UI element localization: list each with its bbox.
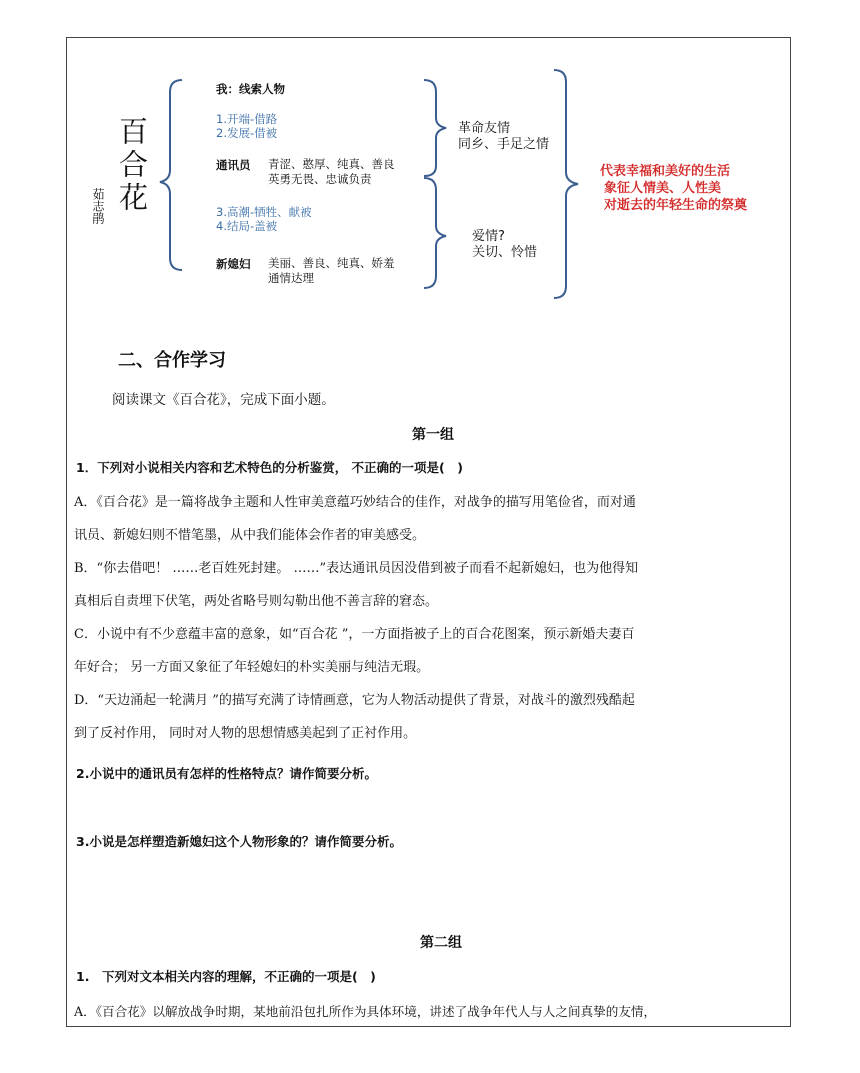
question-3: 3.小说是怎样塑造新媳妇这个人物形象的？请作简要分析。 bbox=[76, 834, 402, 849]
section-intro: 阅读课文《百合花》，完成下面小题。 bbox=[112, 392, 335, 408]
mindmap-bride-label: 新媳妇 bbox=[216, 257, 251, 271]
mindmap-rel2-a: 爱情? bbox=[472, 229, 505, 244]
mindmap-title: 百合花 bbox=[115, 116, 149, 215]
option-a-line-2: 讯员、新媳妇则不惜笔墨，从中我们能体会作者的审美感受。 bbox=[74, 528, 426, 543]
mindmap-me: 我：线索人物 bbox=[216, 82, 285, 96]
option-b-line-2: 真相后自责埋下伏笔，两处省略号则勾勒出他不善言辞的窘态。 bbox=[74, 594, 439, 609]
mindmap-author: 茹志鹃 bbox=[91, 188, 105, 224]
mindmap-theme-1: 代表幸福和美好的生活 bbox=[600, 164, 731, 179]
group-1-title: 第一组 bbox=[412, 427, 454, 443]
mindmap-rel2-b: 关切、怜惜 bbox=[472, 245, 538, 260]
group-2-title: 第二组 bbox=[420, 935, 462, 951]
mindmap-soldier-label: 通讯员 bbox=[216, 158, 251, 172]
mindmap-rel1-b: 同乡、手足之情 bbox=[458, 137, 550, 152]
option-c-line-2: 年好合； 另一方面又象征了年轻媳妇的朴实美丽与纯洁无瑕。 bbox=[74, 660, 430, 675]
mindmap-soldier-traits-1: 青涩、憨厚、纯真、善良 bbox=[268, 157, 395, 171]
group-2-question-1: 1. 下列对文本相关内容的理解，不正确的一项是( ) bbox=[76, 969, 376, 984]
option-c-line-1: C．小说中有不少意蕴丰富的意象，如“百合花 ”，一方面指被子上的百合花图案，预示新婚夫妻百 bbox=[74, 627, 635, 642]
mindmap-bride-traits-1: 美丽、善良、纯真、娇羞 bbox=[268, 256, 395, 270]
mindmap-plot-1: 1.开端-借路 bbox=[216, 112, 278, 126]
option-b-line-1: B．“你去借吧！ ……老百姓死封建。 ……”表达通讯员因没借到被子而看不起新媳妇，也为他得知 bbox=[74, 561, 639, 576]
option-d-line-1: D．“天边涌起一轮满月 ”的描写充满了诗情画意，它为人物活动提供了背景，对战斗的激烈残酷起 bbox=[74, 693, 635, 708]
mindmap-plot-3: 3.高潮-牺牲、献被 bbox=[216, 205, 312, 219]
mindmap-bride-traits-2: 通情达理 bbox=[268, 271, 314, 285]
mindmap-theme-2: 象征人情美、人性美 bbox=[604, 181, 722, 196]
mindmap-theme-3: 对逝去的年轻生命的祭奠 bbox=[604, 198, 748, 213]
mindmap-plot-4: 4.结局-盖被 bbox=[216, 219, 278, 233]
section-heading: 二、合作学习 bbox=[118, 350, 226, 371]
option-d-line-2: 到了反衬作用， 同时对人物的思想情感美起到了正衬作用。 bbox=[74, 726, 417, 741]
mindmap-soldier-traits-2: 英勇无畏、忠诚负责 bbox=[268, 172, 372, 186]
option-a-line-1: A．《百合花》是一篇将战争主题和人性审美意蕴巧妙结合的佳作，对战争的描写用笔俭省，而对通 bbox=[74, 495, 636, 510]
mindmap-plot-2: 2.发展-借被 bbox=[216, 126, 278, 140]
group-2-option-a-line-1: A．《百合花》以解放战争时期，某地前沿包扎所作为具体环境，讲述了战争年代人与人之间真挚的友情， bbox=[74, 1004, 657, 1019]
question-1: 1．下列对小说相关内容和艺术特色的分析鉴赏， 不正确的一项是( ) bbox=[76, 460, 463, 475]
question-2: 2.小说中的通讯员有怎样的性格特点？请作简要分析。 bbox=[76, 766, 377, 781]
mindmap-rel1-a: 革命友情 bbox=[458, 121, 511, 136]
